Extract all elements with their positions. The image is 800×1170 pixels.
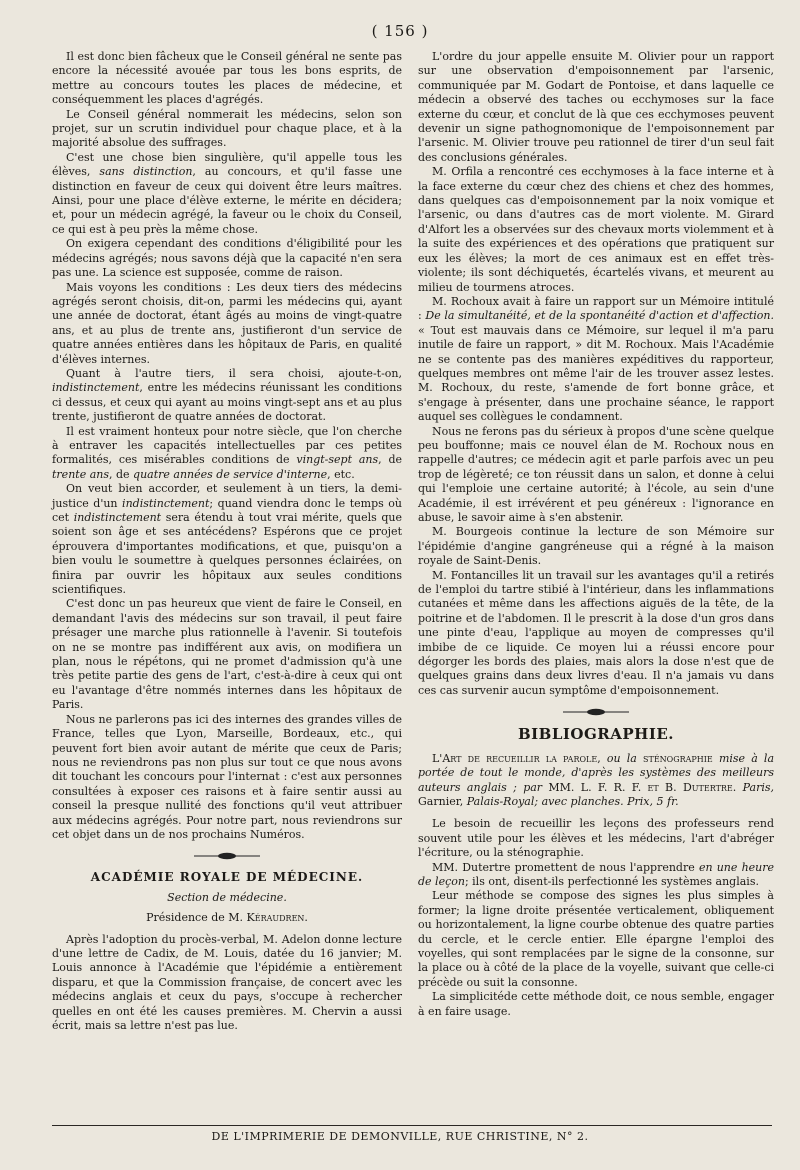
- paragraph: Le besoin de recueillir les leçons des professeurs rend souvent utile pour les élèves et les médecins, l'art d'abréger l'écriture, ou la sténographie.: [418, 817, 774, 860]
- footer-rule: [52, 1125, 772, 1126]
- page-number: ( 156 ): [371, 22, 429, 40]
- paragraph: Nous ne ferons pas du sérieux à propos d'une scène quelque peu bouffonne; mais ce nouvel élan de M. Rochoux nous en rappelle d'autres; ce médecin agit et parle parfois avec un peu trop de légèreté; ce ton réussit dans un salon, et donne à celui qui l'emploie une certaine autorité; à l'école, au sein d'une Académie, il est irrévérent et peu généreux : l'ignorance en abuse, le savoir aime à s'en abstenir.: [418, 424, 774, 524]
- paragraph: On exigera cependant des conditions d'éligibilité pour les médecins agrégés; nous savons déjà que la capacité n'en sera pas une. La science est supposée, comme de raison.: [52, 237, 402, 280]
- paragraph: Mais voyons les conditions : Les deux tiers des médecins agrégés seront choisis, dit-on, parmi les médecins qui, ayant une année de doctorat, étant âgés au moins de vingt-quatre ans, et au plus de trente ans, justifieront d'un service de quatre années entières dans les hôpitaux de Paris, en qualité d'élèves internes.: [52, 280, 402, 366]
- left-column: [52, 50, 402, 1033]
- paragraph: M. Orfila a rencontré ces ecchymoses à la face interne et à la face externe du cœur chez des chiens et chez des hommes, dans quelques cas d'empoisonnement par la noix vomique et l'arsenic, ou dans d'autres cas de mort violente. M. Girard d'Alfort les a observées sur des chevaux morts violemment et à la suite des expériences et des opérations que pratiquent sur eux les élèves; la mort de ces animaux est en effet très-violente; ils sont déchiquetés, écartelés vivans, et meurent au milieu de tourmens atroces.: [418, 165, 774, 294]
- paragraph: Après l'adoption du procès-verbal, M. Adelon donne lecture d'une lettre de Cadix, de M. Louis, datée du 16 janvier; M. Louis annonce à l'Académie que l'épidémie a entièrement disparu, et que la Commission française, de concert avec les médecins anglais et ceux du pays, s'occupe à rechercher quelles en ont été les causes premières. M. Chervin a aussi écrit, mais sa lettre n'est pas lue.: [52, 932, 402, 1032]
- section-ornament: [52, 851, 402, 863]
- right-column: [418, 50, 774, 1019]
- paragraph: Il est vraiment honteux pour notre siècle, que l'on cherche à entraver les capacités intellectuelles par ces petites formalités, ces misérables conditions de vingt-sept ans, de trente ans, de quatre années de service d'interne, etc.: [52, 424, 402, 481]
- bibliography-entry: L'Art de recueillir la parole, ou la sténographie mise à la portée de tout le monde, d'après les systèmes des meilleurs auteurs anglais ; par MM. L. F. R. F. et B. Dutertre. Paris, Garnier, Palais-Royal; avec planches. Prix, 5 fr.: [418, 751, 775, 808]
- academy-section: Section de médecine.: [167, 890, 287, 904]
- paragraph: On veut bien accorder, et seulement à un tiers, la demi-justice d'un indistinctement; quand viendra donc le temps où cet indistinctement sera étendu à tout vrai mérite, quels que soient son âge et ses antécédens? Espérons que ce projet éprouvera d'importantes modifications, et que, puisqu'on a bien voulu le soumettre à quelques personnes éclairées, on finira par ouvrir les hôpitaux aux seules conditions scientifiques.: [52, 482, 403, 597]
- paragraph: Leur méthode se compose des signes les plus simples à former; la ligne droite présentée verticalement, obliquement ou horizontalement, la ligne courbe obtenue des quatre parties du cercle, et le cercle entier. Elle épargne l'emploi des voyelles, qui sont remplacées par le signe de la consonne, sur la place ou à côté de la place de la voyelle, suivant que celle-ci précède ou suit la consonne.: [418, 889, 774, 989]
- paragraph: Il est donc bien fâcheux que le Conseil général ne sente pas encore la nécessité avouée par tous les bons esprits, de mettre au concours toutes les places de médecine, et conséquemment les places d'agrégés.: [52, 50, 402, 107]
- academy-heading: ACADÉMIE ROYALE DE MÉDECINE.: [90, 870, 364, 885]
- paragraph: M. Fontancilles lit un travail sur les avantages qu'il a retirés de l'emploi du tartre stibié à l'intérieur, dans les inflammations cutanées et même dans les affections aiguës de la tête, de la poitrine et de l'abdomen. Il le prescrit à la dose d'un gros dans une pinte d'eau, l'applique au moyen de compresses qu'il imbibe de ce liquide. Ce moyen lui a réussi encore pour dégorger les bords des plaies, mais alors la dose n'est que de quelques grains dans deux livres d'eau. Il n'a jamais vu dans ces cas survenir aucun symptôme d'empoisonnement.: [418, 568, 774, 697]
- printer-footer: DE L'IMPRIMERIE DE DEMONVILLE, RUE CHRISTINE, N° 2.: [211, 1130, 589, 1143]
- paragraph: Le Conseil général nommerait les médecins, selon son projet, sur un scrutin individuel pour chaque place, et à la majorité absolue des suffrages.: [52, 107, 402, 150]
- paragraph: Nous ne parlerons pas ici des internes des grandes villes de France, telles que Lyon, Marseille, Bordeaux, etc., qui peuvent fort bien avoir autant de mérite que ceux de Paris; nous ne reviendrons pas non plus sur tout ce que nous avons dit touchant les concours pour l'internat : c'est aux personnes consultées à exposer ces raisons et à faire sentir aussi au conseil la presque nullité des fonctions qu'il veut attribuer aux médecins agrégés. Pour notre part, nous reviendrons sur cet objet dans un de nos prochains Numéros.: [52, 712, 402, 841]
- paragraph: MM. Dutertre promettent de nous l'apprendre en une heure de leçon; ils ont, disent-ils perfectionné les systèmes anglais.: [418, 860, 775, 888]
- paragraph: La simplicitéde cette méthode doit, ce nous semble, engager à en faire usage.: [418, 990, 774, 1018]
- paragraph: M. Bourgeois continue la lecture de son Mémoire sur l'épidémie d'angine gangréneuse qui a régné à la maison royale de Saint-Denis.: [418, 525, 774, 568]
- paragraph: C'est donc un pas heureux que vient de faire le Conseil, en demandant l'avis des médecins sur son travail, il peut faire présager une marche plus rationnelle à l'avenir. Si toutefois on ne se montre pas indifférent aux avis, on modifiera un plan, nous le répétons, qui ne promet d'admission qu'à une très petite partie des gens de l'art, c'est-à-dire à ceux qui ont eu l'avantage d'être nommés internes dans les hôpitaux de Paris.: [52, 597, 402, 712]
- bibliography-heading: BIBLIOGRAPHIE.: [517, 725, 675, 744]
- paragraph: Quant à l'autre tiers, il sera choisi, ajoute-t-on, indistinctement, entre les médecins réunissant les conditions ci dessus, et ceux qui ayant au moins vingt-sept ans et au plus trente, justifieront de quatre années de doctorat.: [52, 366, 402, 424]
- presidence-line: Présidence de M. Kéraudren.: [146, 911, 308, 925]
- paragraph: M. Rochoux avait à faire un rapport sur un Mémoire intitulé : De la simultanéité, et de la spontanéité d'action et d'affection. « Tout est mauvais dans ce Mémoire, sur lequel il m'a paru inutile de faire un rapport, » dit M. Rochoux. Mais l'Académie ne se contente pas des manières expéditives du rapporteur, quelques membres ont même l'air de les trouver assez lestes. M. Rochoux, du reste, s'amende de fort bonne grâce, et s'engage à présenter, dans une prochaine séance, le rapport auquel ses collègues le condamnent.: [418, 294, 775, 424]
- section-ornament: [418, 707, 774, 719]
- paragraph: C'est une chose bien singulière, qu'il appelle tous les élèves, sans distinction, au concours, et qu'il fasse une distinction en faveur de ceux qui doivent être leurs maîtres. Ainsi, pour une place d'élève externe, le mérite en décidera; et, pour un médecin agrégé, la faveur ou le choix du Conseil, ce qui est à peu près la même chose.: [52, 150, 402, 236]
- paragraph: L'ordre du jour appelle ensuite M. Olivier pour un rapport sur une observation d'empoisonnement par l'arsenic, communiquée par M. Godart de Pontoise, et dans laquelle ce médecin a observé des taches ou ecchymoses sur la face externe du cœur, et conclut de là que ces ecchymoses peuvent devenir un signe pathognomonique de l'empoisonnement par l'arsenic. M. Olivier trouve peu rationnel de tirer d'un seul fait des conclusions générales.: [418, 50, 774, 164]
